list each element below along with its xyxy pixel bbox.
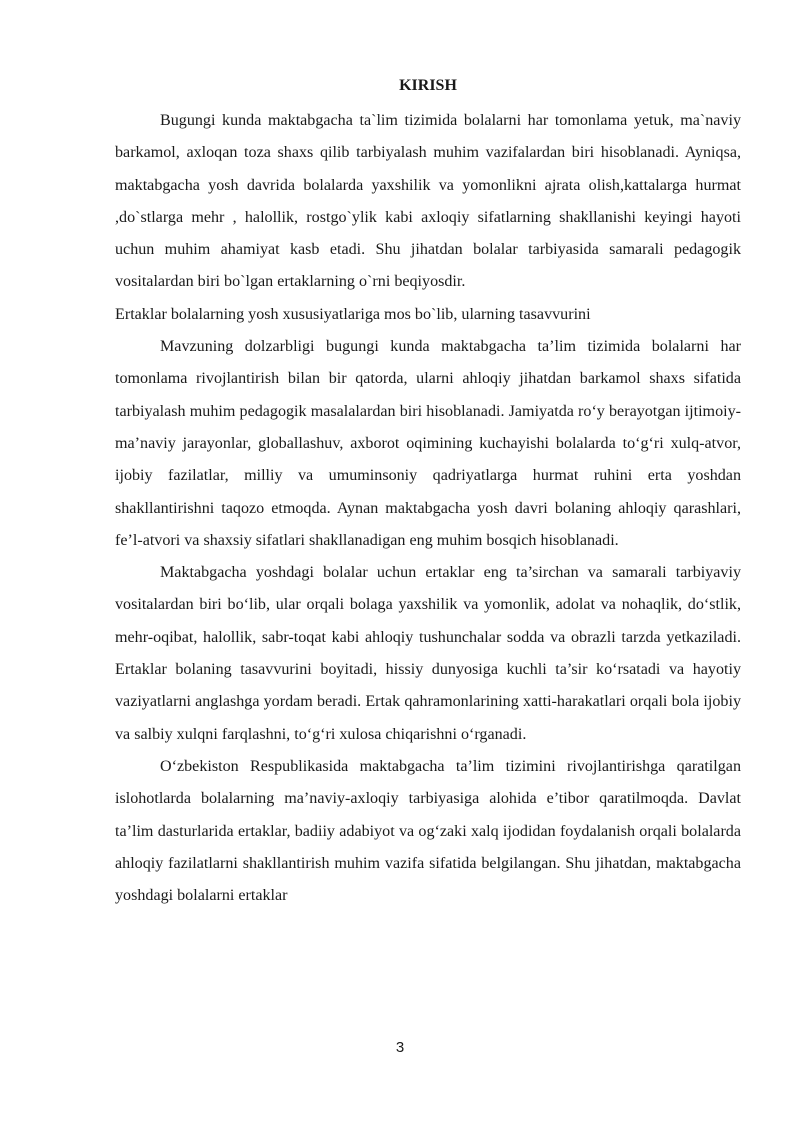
document-page [115, 76, 741, 912]
paragraph-uzbekistan-reforms: O‘zbekiston Respublikasida maktabgacha ta’lim tizimini rivojlantirishga qaratilgan islohotlarda bolalarning ma’naviy-axloqiy tarbiyasiga alohida e’tibor qaratilmoqda. Davlat ta’lim dasturlarida ertaklar, badiiy adabiyot va og‘zaki xalq ijodidan foydalanish orqali bolalarda ahloqiy fazilatlarni shakllantirish muhim vazifa sifatida belgilangan. Shu jihatdan, maktabgacha yoshdagi bolalarni ertaklar [115, 757, 741, 905]
section-title: KIRISH [399, 77, 457, 94]
paragraph-ertaklar-fragment: Ertaklar bolalarning yosh xususiyatlariga mos bo`lib, ularning tasavvurini [115, 305, 591, 323]
paragraph-relevance: Mavzuning dolzarbligi bugungi kunda maktabgacha ta’lim tizimida bolalarni har tomonlama rivojlantirish bilan bir qatorda, ularni ahloqiy jihatdan barkamol shaxs sifatida tarbiyalash muhim pedagogik masalalardan biri hisoblanadi. Jamiyatda ro‘y berayotgan ijtimoiy-ma’naviy jarayonlar, globallashuv, axborot oqimining kuchayishi bolalarda to‘g‘ri xulq-atvor, ijobiy fazilatlar, milliy va umuminsoniy qadriyatlarga hurmat ruhini erta yoshdan shakllantirishni taqozo etmoqda. Aynan maktabgacha yosh davri bolaning ahloqiy qarashlari, fe’l-atvori va shaxsiy sifatlari shakllanadigan eng muhim bosqich hisoblanadi. [115, 338, 741, 549]
page-number: 3 [395, 1039, 405, 1056]
paragraph-intro: Bugungi kunda maktabgacha ta`lim tizimida bolalarni har tomonlama yetuk, ma`naviy barkamol, axloqan toza shaxs qilib tarbiyalash muhim vazifalardan biri hisoblanadi. Ayniqsa, maktabgacha yosh davrida bolalarda yaxshilik va yomonlikni ajrata olish,kattalarga hurmat ,do`stlarga mehr , halollik, rostgo`ylik kabi axloqiy sifatlarning shakllanishi keyingi hayoti uchun muhim ahamiyat kasb etadi. Shu jihatdan bolalar tarbiyasida samarali pedagogik vositalardan biri bo`lgan ertaklarning o`rni beqiyosdir. [115, 112, 741, 291]
paragraph-fairy-tales-role: Maktabgacha yoshdagi bolalar uchun ertaklar eng ta’sirchan va samarali tarbiyaviy vositalardan biri bo‘lib, ular orqali bolaga yaxshilik va yomonlik, adolat va nohaqlik, do‘stlik, mehr-oqibat, halollik, sabr-toqat kabi ahloqiy tushunchalar sodda va obrazli tarzda yetkaziladi. Ertaklar bolaning tasavvurini boyitadi, hissiy dunyosiga kuchli ta’sir ko‘rsatadi va hayotiy vaziyatlarni anglashga yordam beradi. Ertak qahramonlarining xatti-harakatlari orqali bola ijobiy va salbiy xulqni farqlashni, to‘g‘ri xulosa chiqarishni o‘rganadi. [115, 564, 741, 743]
